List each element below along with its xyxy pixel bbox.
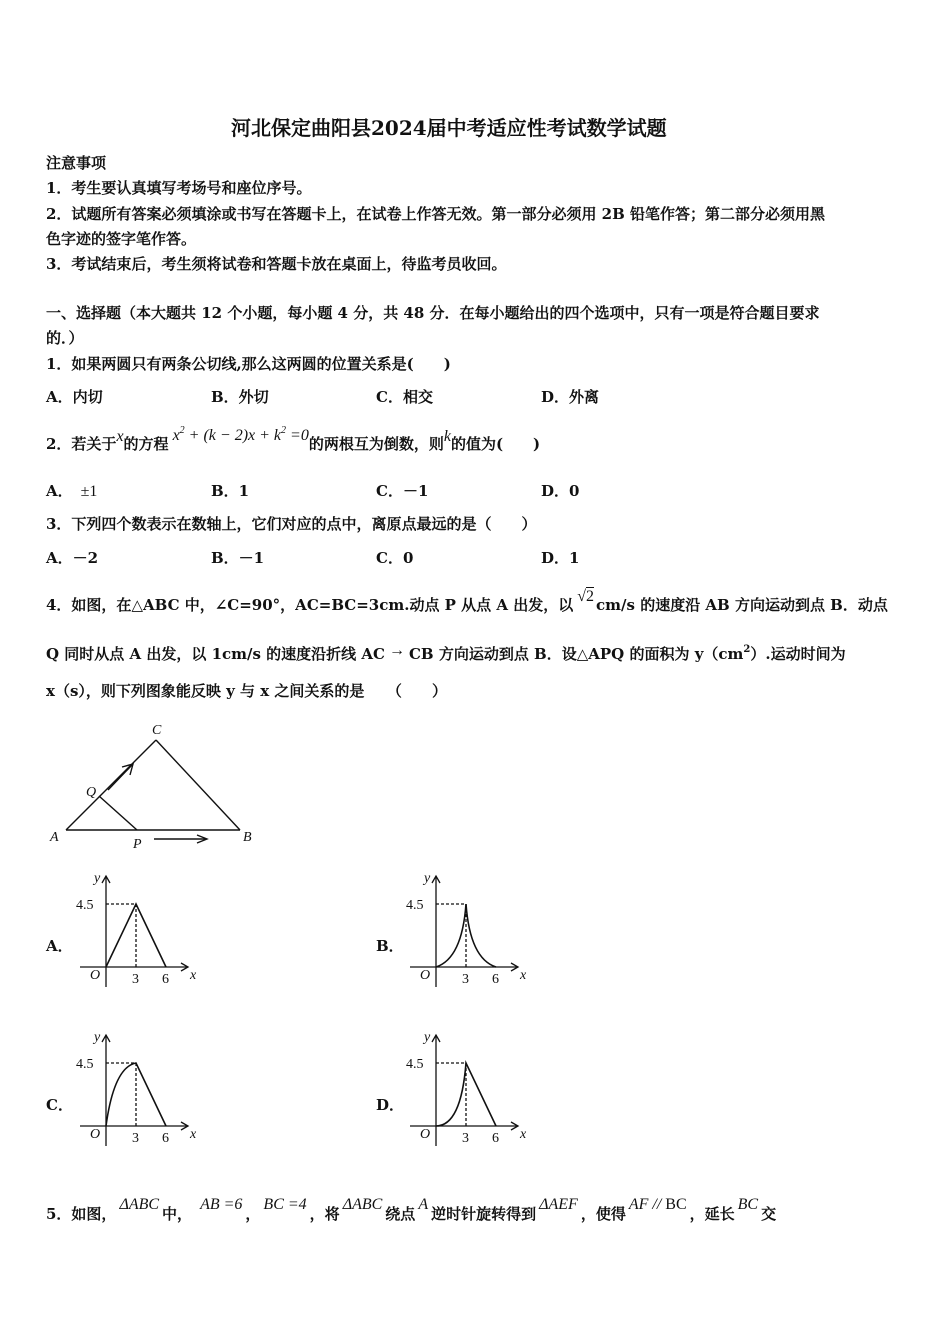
q2-stem (46, 425, 541, 454)
q5-ab: AB =6 (200, 1196, 243, 1213)
q5-bc-2: BC (737, 1196, 759, 1213)
q4-line-1-b: cm/s 的速度沿 AB 方向运动到点 B．动点 (596, 596, 888, 614)
tick-label-6: 6 (492, 1131, 499, 1146)
segment-cb (156, 740, 240, 830)
q1-stem: 1．如果两圆只有两条公切线,那么这两圆的位置关系是( ) (46, 355, 451, 373)
q5-text-3: ，将 (309, 1205, 340, 1223)
q5-text-2: 中， (162, 1205, 193, 1223)
q5-text-1: 5．如图， (46, 1205, 117, 1223)
y-axis-label: y (94, 871, 101, 886)
q5-triangle-aef: ΔAEF (539, 1196, 578, 1213)
q2-var-k: k (443, 428, 451, 445)
q2-text-3: 的两根互为倒数，则 (308, 435, 444, 453)
q3-option-a: A．－2 (46, 549, 99, 567)
q2-eq-sup-1: 2 (179, 425, 185, 436)
tick-label-3: 3 (132, 972, 139, 987)
q5-parallel-bc: BC (665, 1196, 687, 1213)
q5-triangle-abc: ΔABC (119, 1196, 160, 1213)
tick-label-3: 3 (462, 972, 469, 987)
q4-option-d-label: D． (376, 1096, 405, 1114)
tick-label-3: 3 (132, 1131, 139, 1146)
label-p: P (133, 837, 142, 852)
q4-option-b-label: B． (376, 937, 404, 955)
q5-text-5: 逆时针旋转得到 (431, 1205, 537, 1223)
q3-option-d: D．1 (541, 549, 580, 567)
q2-text-2: 的方程 (123, 435, 169, 453)
q3-stem: 3．下列四个数表示在数轴上，它们对应的点中，离原点最远的是（ ） (46, 515, 537, 533)
q4-line-2-a: Q 同时从点 A 出发，以 1cm/s 的速度沿折线 AC (46, 645, 385, 663)
label-b: B (243, 830, 252, 845)
y-axis-label: y (424, 871, 431, 886)
origin-label: O (420, 968, 431, 983)
tick-label-4-5: 4.5 (406, 1057, 424, 1072)
q2-option-b: B．1 (211, 482, 250, 500)
label-q: Q (86, 785, 97, 800)
q2-option-d: D．0 (541, 482, 580, 500)
tick-label-6: 6 (162, 972, 169, 987)
q5-text-8: 交 (761, 1205, 777, 1223)
q5-text-4: 绕点 (385, 1205, 416, 1223)
q5-point-a: A (418, 1196, 429, 1213)
notice-item-2-line-1: 2．试题所有答案必须填涂或书写在答题卡上，在试卷上作答无效。第一部分必须用 2B 铅笔作答；第二部分必须用黑 (46, 205, 826, 223)
notice-item-2-line-2: 色字迹的签字笔作答。 (46, 230, 197, 248)
label-a: A (50, 830, 59, 845)
q3-option-c: C．0 (376, 549, 414, 567)
q4-line-2-b: CB 方向运动到点 B．设△APQ 的面积为 y（cm (408, 645, 744, 663)
origin-label: O (90, 1127, 101, 1142)
q4-line-2 (46, 643, 846, 664)
q5-comma: ， (245, 1205, 261, 1223)
segment-qp (99, 796, 137, 830)
origin-label: O (420, 1127, 431, 1142)
q2-option-a-value: ±1 (80, 483, 98, 500)
q4-line-1 (46, 588, 888, 615)
q1-option-c: C．相交 (376, 388, 433, 406)
q4-line-2-sup: 2 (743, 644, 751, 655)
q2-text-4: 的值为( ) (450, 435, 541, 453)
tick-label-4-5: 4.5 (76, 1057, 94, 1072)
q1-option-b: B．外切 (211, 388, 269, 406)
notice-item-3: 3．考试结束后，考生须将试卷和答题卡放在桌面上，待监考员收回。 (46, 255, 507, 273)
arrow-q-shaft (108, 765, 132, 790)
section-heading-line-2: 的．） (46, 329, 84, 347)
q5-bc: BC =4 (263, 1196, 307, 1213)
tick-label-6: 6 (492, 972, 499, 987)
x-axis-label: x (190, 1127, 197, 1142)
q4-triangle-figure (44, 718, 264, 853)
origin-label: O (90, 968, 101, 983)
tick-label-3: 3 (462, 1131, 469, 1146)
q5-text-7: ，延长 (689, 1205, 735, 1223)
q5-parallel (629, 1196, 687, 1213)
x-axis-label: x (190, 968, 197, 983)
q2-eq-sup-2: 2 (281, 425, 287, 436)
notice-item-1: 1．考生要认真填写考场号和座位序号。 (46, 179, 312, 197)
q1-option-a: A．内切 (46, 388, 103, 406)
q4-arrow: → (388, 642, 405, 659)
q4-graph-b (404, 868, 529, 988)
q2-equation (173, 427, 309, 444)
segment-ac (66, 740, 156, 830)
q4-graph-c (74, 1027, 199, 1147)
section-heading-line-1: 一、选择题（本大题共 12 个小题，每小题 4 分，共 48 分．在每小题给出的四个选项中，只有一项是符合题目要求 (46, 304, 820, 322)
q4-sqrt2-radicand: 2 (586, 588, 595, 605)
q2-option-a-label: A． (46, 482, 73, 500)
y-axis-label: y (424, 1030, 431, 1045)
q5-parallel-symbol: // (648, 1196, 666, 1213)
q3-option-b: B．－1 (211, 549, 265, 567)
page-title: 河北保定曲阳县2024届中考适应性考试数学试题 (231, 116, 667, 140)
tick-label-4-5: 4.5 (406, 898, 424, 913)
notice-heading: 注意事项 (46, 154, 107, 172)
q2-text-1: 2．若关于 (46, 435, 117, 453)
x-axis-label: x (520, 1127, 527, 1142)
q5-parallel-af: AF (628, 1196, 649, 1213)
q4-line-2-c: ）.运动时间为 (750, 645, 846, 663)
q4-option-a-label: A． (46, 937, 73, 955)
tick-label-4-5: 4.5 (76, 898, 94, 913)
q2-option-c: C．－1 (376, 482, 429, 500)
q5-triangle-abc-2: ΔABC (342, 1196, 383, 1213)
label-c: C (152, 723, 162, 738)
q4-line-1-a: 4．如图，在△ABC 中，∠C=90°，AC=BC=3cm.动点 P 从点 A 出发，以 (46, 596, 574, 614)
q2-option-a (46, 480, 97, 501)
q2-eq-middle: + (k − 2)x + k (184, 427, 282, 444)
q4-sqrt2: √2 (577, 588, 595, 605)
q4-option-c-label: C． (46, 1096, 73, 1114)
y-axis-label: y (94, 1030, 101, 1045)
q5-text-6: ，使得 (580, 1205, 626, 1223)
q4-graph-d (404, 1027, 529, 1147)
q2-eq-end: =0 (286, 427, 309, 444)
q1-option-d: D．外离 (541, 388, 600, 406)
q2-eq-x: x (172, 427, 180, 444)
x-axis-label: x (520, 968, 527, 983)
q5-stem (46, 1196, 777, 1224)
q4-graph-a (74, 868, 199, 988)
q2-var-x: x (116, 428, 124, 445)
tick-label-6: 6 (162, 1131, 169, 1146)
q4-line-3: x（s），则下列图象能反映 y 与 x 之间关系的是 （ ） (46, 682, 447, 700)
